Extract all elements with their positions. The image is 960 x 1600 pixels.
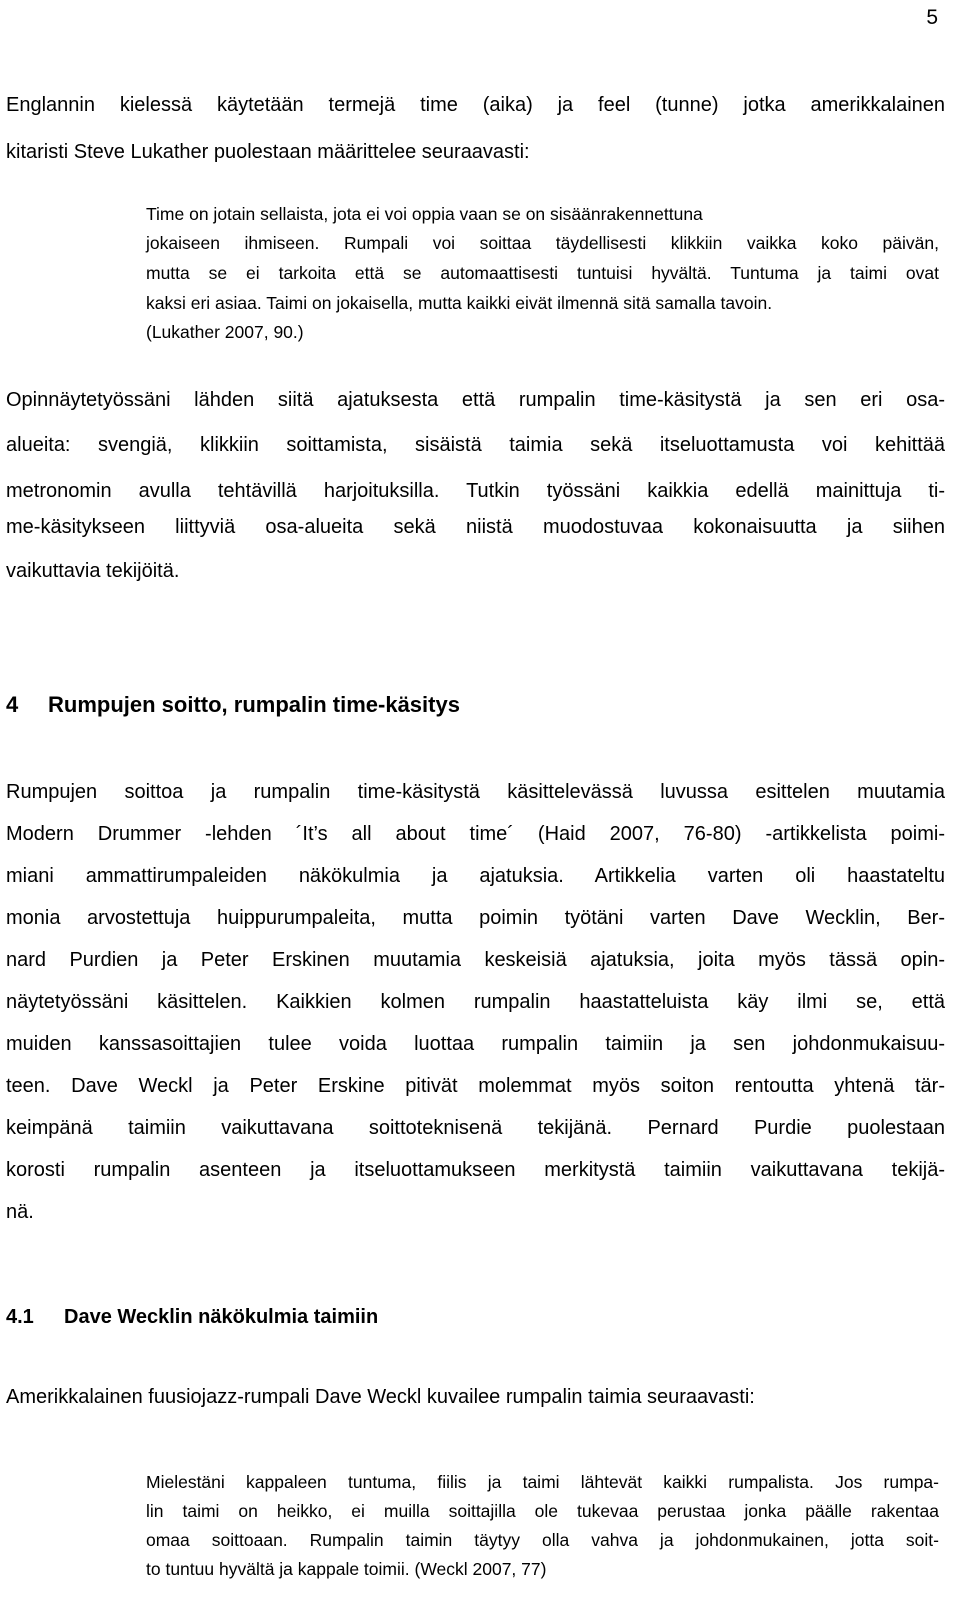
quote-line: Time on jotain sellaista, jota ei voi oppia vaan se on sisäänrakennettuna <box>146 204 703 224</box>
page-number: 5 <box>926 6 938 29</box>
text-line: miani ammattirumpaleiden näkökulmia ja ajatuksia. Artikkelia varten oli haastateltu <box>6 865 945 887</box>
quote-line: lin taimi on heikko, ei muilla soittajilla ole tukevaa perustaa jonka päälle rakentaa <box>146 1501 939 1521</box>
text-line: monia arvostettuja huippurumpaleita, mutta poimin työtäni varten Dave Wecklin, Ber- <box>6 907 945 929</box>
section-title: Rumpujen soitto, rumpalin time-käsitys <box>48 692 460 717</box>
quote-line: mutta se ei tarkoita että se automaattisesti tuntuisi hyvältä. Tuntuma ja taimi ovat <box>146 263 939 283</box>
text-line: Englannin kielessä käytetään termejä time (aika) ja feel (tunne) jotka amerikkalainen <box>6 94 945 116</box>
text-line: korosti rumpalin asenteen ja itseluottamukseen merkitystä taimiin vaikuttavana tekijä- <box>6 1159 945 1181</box>
text-line: vaikuttavia tekijöitä. <box>6 560 180 582</box>
text-line: näytetyössäni käsittelen. Kaikkien kolmen rumpalin haastatteluista käy ilmi se, että <box>6 991 945 1013</box>
text-line: nä. <box>6 1201 34 1223</box>
text-line: teen. Dave Weckl ja Peter Erskine pitivät molemmat myös soiton rentoutta yhtenä tär- <box>6 1075 945 1097</box>
quote-line: jokaiseen ihmiseen. Rumpali voi soittaa täydellisesti klikkiin vaikka koko päivän, <box>146 233 939 253</box>
text-line: Amerikkalainen fuusiojazz-rumpali Dave Weckl kuvailee rumpalin taimia seuraavasti: <box>6 1386 755 1408</box>
quote-line: omaa soittoaan. Rumpalin taimin täytyy olla vahva ja johdonmukainen, jotta soit- <box>146 1530 939 1550</box>
section-heading-4 <box>6 692 460 718</box>
quote-line: to tuntuu hyvältä ja kappale toimii. (Weckl 2007, 77) <box>146 1559 547 1579</box>
text-line: Modern Drummer -lehden ´It’s all about time´ (Haid 2007, 76-80) -artikkelista poimi- <box>6 823 945 845</box>
text-line: keimpänä taimiin vaikuttavana soittoteknisenä tekijänä. Pernard Purdie puolestaan <box>6 1117 945 1139</box>
text-line: Opinnäytetyössäni lähden siitä ajatuksesta että rumpalin time-käsitystä ja sen eri osa- <box>6 389 945 411</box>
text-line: Rumpujen soittoa ja rumpalin time-käsitystä käsittelevässä luvussa esittelen muutamia <box>6 781 945 803</box>
text-line: muiden kanssasoittajien tulee voida luottaa rumpalin taimiin ja sen johdonmukaisuu- <box>6 1033 945 1055</box>
section-title: Dave Wecklin näkökulmia taimiin <box>64 1306 379 1328</box>
section-number: 4.1 <box>6 1306 34 1328</box>
text-line: alueita: svengiä, klikkiin soittamista, sisäistä taimia sekä itseluottamusta voi kehittää <box>6 434 945 456</box>
section-heading-4-1 <box>6 1305 378 1329</box>
quote-line: (Lukather 2007, 90.) <box>146 322 304 342</box>
text-line: me-käsitykseen liittyviä osa-alueita sekä niistä muodostuvaa kokonaisuutta ja siihen <box>6 516 945 538</box>
text-line: nard Purdien ja Peter Erskinen muutamia keskeisiä ajatuksia, joita myös tässä opin- <box>6 949 945 971</box>
text-line: metronomin avulla tehtävillä harjoituksilla. Tutkin työssäni kaikkia edellä mainittuja ti- <box>6 480 945 502</box>
section-number: 4 <box>6 692 19 717</box>
quote-line: Mielestäni kappaleen tuntuma, fiilis ja taimi lähtevät kaikki rumpalista. Jos rumpa- <box>146 1472 939 1492</box>
quote-line: kaksi eri asiaa. Taimi on jokaisella, mutta kaikki eivät ilmennä sitä samalla tavoin. <box>146 293 773 313</box>
text-line: kitaristi Steve Lukather puolestaan määrittelee seuraavasti: <box>6 141 530 163</box>
